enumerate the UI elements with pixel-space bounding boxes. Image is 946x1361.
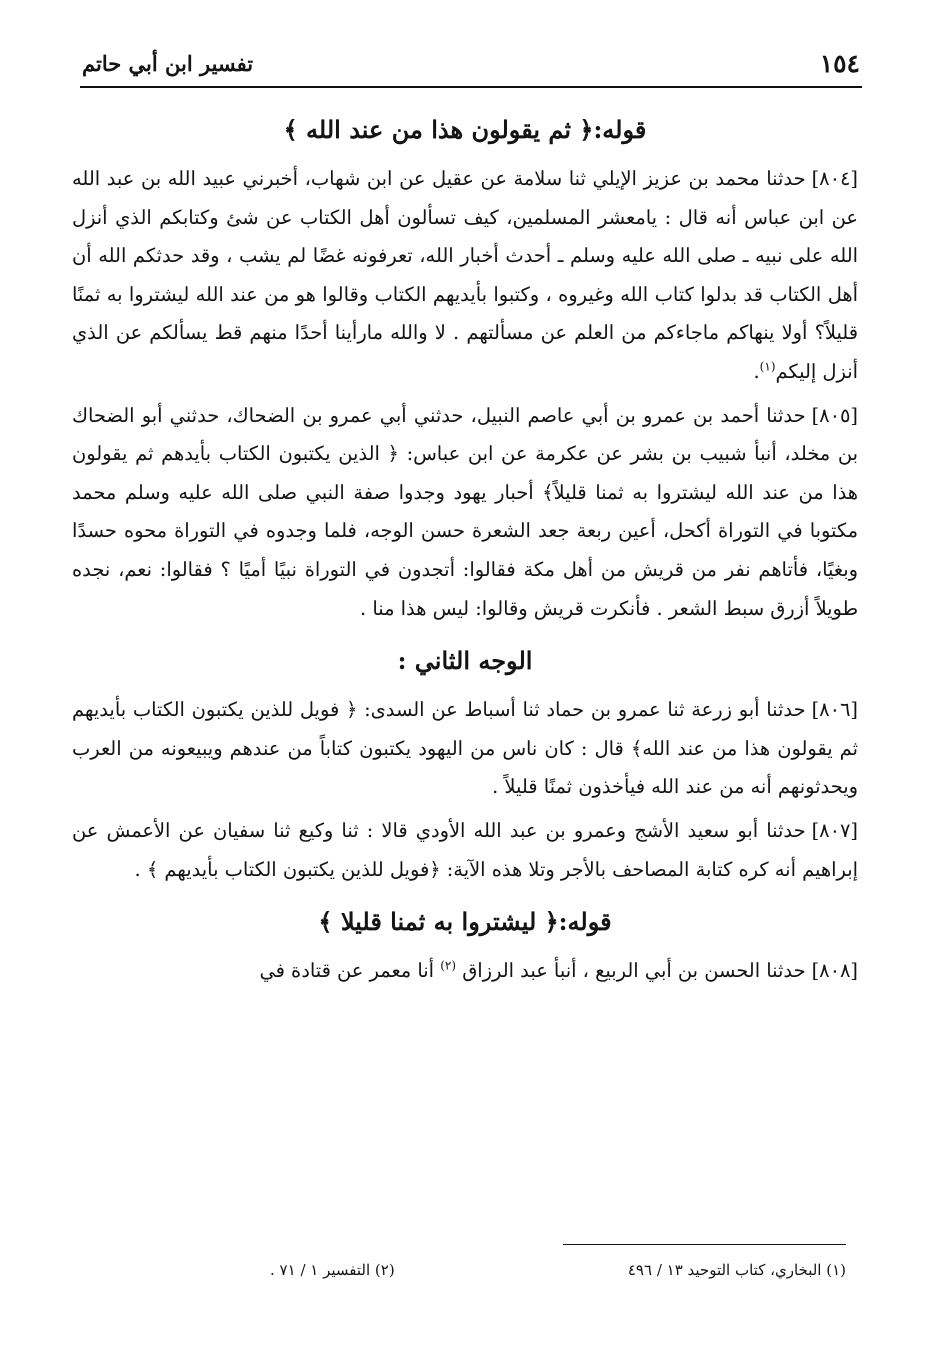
footnote-ref[interactable]: (١) <box>759 359 776 374</box>
narration-end: . <box>753 359 760 383</box>
narration-text: حدثنا أحمد بن عمرو بن أبي عاصم النبيل، حدثني أبي عمرو بن الضحاك، حدثني أبو الضحاك بن مخلد، أنبأ شبيب بن بشر عن عكرمة عن ابن عباس: ﴿ الذين يكتبون الكتاب بأيدهم ثم يقولون هذا من عند الله ليشتروا به ثمنا قليلاً﴾ أحبار يهود وجدوا صفة النبي صلى الله عليه وسلم محمد مكتوبا في التوراة أكحل، أعين ربعة جعد الشعرة حسن الوجه، فلما وجدوه في التوراة محوه حسدًا وبغيًا، فأتاهم نفر من قريش من أهل مكة فقالوا: أتجدون في التوراة نبيًا أميًا ؟ فقالوا: نعم، نجده طويلاً أزرق سبط الشعر . فأنكرت قريش وقالوا: ليس هذا منا . <box>72 403 858 620</box>
footnote-ref[interactable]: (٢) <box>440 958 457 973</box>
narration-number: [٨٠٨] <box>811 959 858 983</box>
narration-805 <box>72 397 858 629</box>
page-body <box>72 100 858 996</box>
footnote-1: (١) البخاري، كتاب التوحيد ١٣ / ٤٩٦ <box>627 1261 846 1279</box>
section-heading: قوله:﴿ ثم يقولون هذا من عند الله ﴾ <box>283 115 647 144</box>
narration-806 <box>72 691 858 807</box>
narration-number: [٨٠٤] <box>811 167 858 190</box>
narration-number: [٨٠٦] <box>811 698 858 722</box>
narration-808 <box>72 952 858 991</box>
narration-804 <box>72 160 858 392</box>
footnote-2: (٢) التفسير ١ / ٧١ . <box>270 1261 395 1279</box>
narration-number: [٨٠٧] <box>811 818 858 842</box>
page-number: ١٥٤ <box>819 49 860 78</box>
header-divider <box>80 86 862 88</box>
narration-text: حدثنا محمد بن عزيز الإيلي ثنا سلامة عن عقيل عن ابن شهاب، أخبرني عبيد الله بن عبد الله عن ابن عباس أنه قال : يامعشر المسلمين، كيف تسألون أهل الكتاب عن شئ وكتابكم الذي أنزل الله على نبيه ـ صلى الله عليه وسلم ـ أحدث أخبار الله، تعرفونه غضًا لم يشب ، وقد حدثكم الله أن أهل الكتاب قد بدلوا كتاب الله وغيروه ، وكتبوا بأيديهم الكتاب وقالوا هو من عند الله ليشتروا به ثمنًا قليلاً؟ أولا ينهاكم ماجاءكم من العلم عن مسألتهم . لا والله مارأينا أحدًا منهم قط يسألكم عن الذي أنزل إليكم <box>72 167 858 383</box>
narration-text: حدثنا الحسن بن أبي الربيع ، أنبأ عبد الرزاق <box>462 959 806 983</box>
narration-number: [٨٠٥] <box>811 403 858 427</box>
footnote-divider <box>563 1244 846 1245</box>
section-heading: الوجه الثاني : <box>397 646 533 676</box>
narration-text-continued: أنا معمر عن قتادة في <box>259 959 435 983</box>
narration-807 <box>72 812 858 889</box>
narration-text: حدثنا أبو سعيد الأشج وعمرو بن عبد الله الأودي قالا : ثنا وكيع ثنا سفيان عن الأعمش عن إبراهيم أنه كره كتابة المصاحف بالأجر وتلا هذه الآية: ﴿فويل للذين يكتبون الكتاب بأيديهم ﴾ . <box>72 818 858 881</box>
section-heading: قوله:﴿ ليشتروا به ثمنا قليلا ﴾ <box>318 907 612 937</box>
page-header <box>82 44 860 84</box>
narration-text: حدثنا أبو زرعة ثنا عمرو بن حماد ثنا أسباط عن السدى: ﴿ فويل للذين يكتبون الكتاب بأيديهم ثم يقولون هذا من عند الله﴾ قال : كان ناس من اليهود يكتبون كتاباً من عندهم ويبيعونه من العرب ويحدثونهم أنه من عند الله فيأخذون ثمنًا قليلاً . <box>72 698 858 799</box>
book-title: تفسير ابن أبي حاتم <box>82 51 254 76</box>
